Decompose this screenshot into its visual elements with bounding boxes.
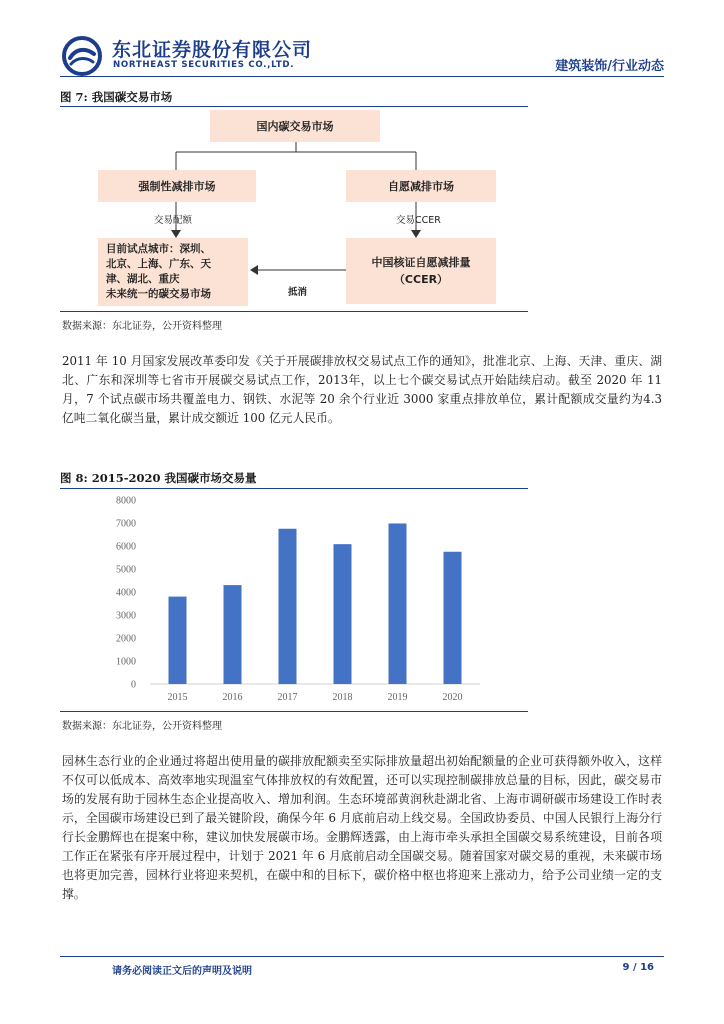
y-tick-label: 1000 bbox=[116, 656, 136, 668]
pilot-cities-line-3: 津、湖北、重庆 bbox=[106, 273, 180, 285]
company-name-en: NORTHEAST SECURITIES CO.,LTD. bbox=[113, 60, 295, 70]
bar-2018 bbox=[334, 544, 352, 684]
figure8-caption-rule bbox=[60, 488, 528, 489]
figure8-bottom-rule bbox=[60, 711, 528, 712]
voluntary-reduction-market-box: 自愿减排市场 bbox=[346, 170, 496, 202]
figure7-caption: 图 7: 我国碳交易市场 bbox=[60, 90, 173, 104]
y-tick-label: 4000 bbox=[116, 587, 136, 599]
x-tick-label: 2018 bbox=[332, 692, 353, 703]
carbon-trading-volume-chart bbox=[100, 490, 500, 710]
quota-trading-label: 交易配额 bbox=[154, 215, 193, 226]
ccer-box bbox=[346, 238, 496, 304]
y-tick-label: 6000 bbox=[116, 541, 136, 553]
ccer-line-2: （CCER） bbox=[393, 273, 449, 286]
paragraph-1-text: 2011 年 10 月国家发展改革委印发《关于开展碳排放权交易试点工作的通知》，批准北京、上海、天津、重庆、湖北、广东和深圳等七省市开展碳交易试点工作，2013年，以上七个碳交易试点开始陆续启动。截至 2020 年 11 月，7 个试点碳市场共覆盖电力、钢铁、水泥等 20 余个行业近 3000 家重点排放单位，累计配额成交量约为4.3 亿吨二氧化碳当量，累计成交额近 100 亿元人民币。 bbox=[62, 354, 662, 425]
x-tick-label: 2019 bbox=[387, 692, 408, 703]
y-tick-label: 5000 bbox=[116, 564, 136, 576]
bar-2017 bbox=[279, 529, 297, 684]
report-category: 建筑装饰/行业动态 bbox=[555, 59, 664, 74]
pilot-cities-line-4: 未来统一的碳交易市场 bbox=[106, 288, 211, 300]
bar-2019 bbox=[389, 523, 407, 684]
footer-rule bbox=[60, 956, 664, 957]
y-tick-label: 3000 bbox=[116, 610, 136, 622]
carbon-market-diagram bbox=[60, 106, 530, 310]
y-tick-label: 8000 bbox=[116, 495, 136, 507]
pilot-cities-box bbox=[98, 238, 248, 306]
figure8-source: 数据来源：东北证券，公开资料整理 bbox=[62, 721, 222, 732]
company-name-cn: 东北证券股份有限公司 bbox=[112, 39, 313, 61]
page-number: 9 / 16 bbox=[622, 962, 654, 973]
y-tick-label: 2000 bbox=[116, 633, 136, 645]
header-rule bbox=[60, 76, 664, 77]
x-tick-label: 2017 bbox=[277, 692, 298, 703]
figure7-bottom-rule bbox=[60, 311, 528, 312]
company-logo-icon bbox=[62, 36, 102, 76]
offset-label: 抵消 bbox=[288, 287, 308, 298]
bar-2020 bbox=[444, 552, 462, 684]
ccer-line-1: 中国核证自愿减排量 bbox=[371, 256, 471, 269]
domestic-carbon-market-box: 国内碳交易市场 bbox=[210, 110, 380, 142]
pilot-cities-line-2: 北京、上海、广东、天 bbox=[106, 258, 211, 270]
figure8-caption: 图 8: 2015-2020 我国碳市场交易量 bbox=[60, 471, 257, 485]
body-paragraph-2 bbox=[62, 752, 662, 904]
footer-disclaimer: 请务必阅读正文后的声明及说明 bbox=[112, 966, 252, 977]
figure7-source: 数据来源：东北证券，公开资料整理 bbox=[62, 321, 222, 332]
x-tick-label: 2015 bbox=[167, 692, 188, 703]
page-header bbox=[0, 0, 724, 80]
pilot-cities-line-1: 目前试点城市：深圳、 bbox=[106, 243, 211, 255]
x-tick-label: 2020 bbox=[442, 692, 463, 703]
x-tick-label: 2016 bbox=[222, 692, 243, 703]
y-tick-label: 0 bbox=[131, 679, 136, 691]
bar-2016 bbox=[224, 585, 242, 684]
bar-2015 bbox=[169, 597, 187, 684]
ccer-trading-label: 交易CCER bbox=[396, 215, 441, 226]
mandatory-reduction-market-box: 强制性减排市场 bbox=[98, 170, 256, 202]
y-tick-label: 7000 bbox=[116, 518, 136, 530]
paragraph-2-text: 园林生态行业的企业通过将超出使用量的碳排放配额卖至实际排放量超出初始配额量的企业可获得额外收入，这样不仅可以低成本、高效率地实现温室气体排放权的有效配置，还可以实现控制碳排放总量的目标，因此，碳交易市场的发展有助于园林生态企业提高收入、增加利润。生态环境部黄润秋赴湖北省、上海市调研碳市场建设工作时表示，全国碳市场建设已到了最关键阶段，确保今年 6 月底前启动上线交易。全国政协委员、中国人民银行上海分行行长金鹏辉也在提案中称，建议加快发展碳市场。金鹏辉透露，由上海市牵头承担全国碳交易系统建设，目前各项工作正在紧张有序开展过程中，计划于 2021 年 6 月底前启动全国碳交易。随着国家对碳交易的重视，未来碳市场也将更加完善，园林行业将迎来契机，在碳中和的目标下，碳价格中枢也将迎来上涨动力，给予公司业绩一定的支撑。 bbox=[62, 754, 662, 901]
body-paragraph-1 bbox=[62, 352, 662, 428]
